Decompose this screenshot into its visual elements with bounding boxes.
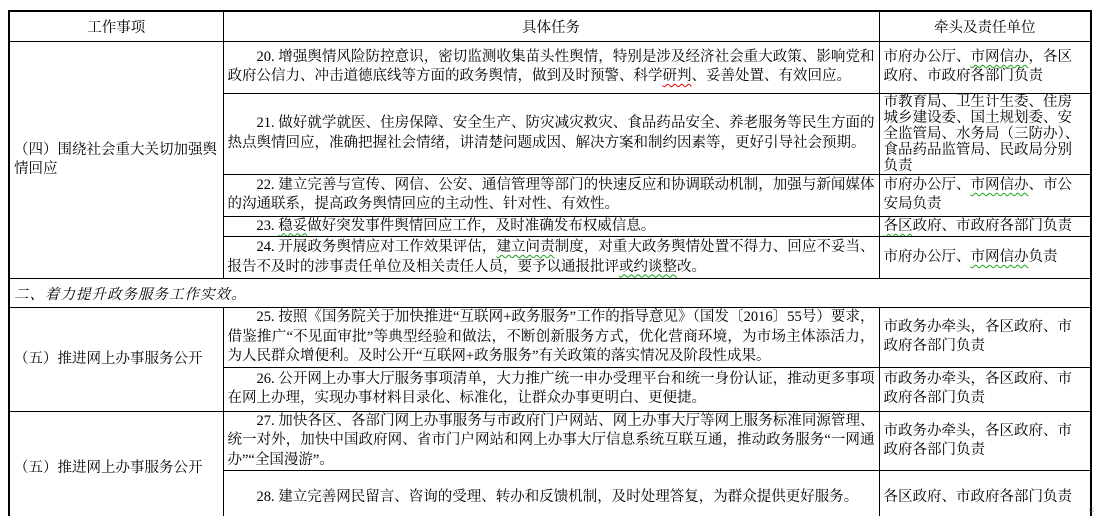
table-row [9,41,1091,93]
col-header-responsible: 牵头及责任单位 [879,11,1091,41]
group-cell-5a: （五）推进网上办事服务公开 [9,308,223,412]
task-text-20: 20. 增强舆情风险防控意识，密切监测收集苗头性舆情，特别是涉及经济社会重大政策、影响党和政府公信力、冲击道德底线等方面的政务舆情，做到及时预警、科学研判、妥善处置、有效回应。 [227,48,875,84]
resp-cell-24: 市府办公厅、市网信办负责 [879,237,1091,279]
header-row [9,11,1091,41]
resp-cell-26: 市政务办牵头，各区政府、市政府各部门负责 [879,367,1091,411]
col-header-work-item: 工作事项 [9,11,223,41]
table-row [9,308,1091,368]
group-cell-4: （四）围绕社会重大关切加强舆情回应 [9,41,223,279]
task-text-22: 22. 建立完善与宣传、网信、公安、通信管理等部门的快速反应和协调联动机制，加强与新闻媒体的沟通联系，提高政务舆情回应的主动性、针对性、有效性。 [227,176,875,212]
task-text-23: 23. 稳妥做好突发事件舆情回应工作，及时准确发布权威信息。 [256,217,656,234]
section-divider-title: 二、着力提升政务服务工作实效。 [9,279,1091,308]
col-header-task: 具体任务 [223,11,879,41]
task-text-24: 24. 开展政务舆情应对工作效果评估，建立问责制度，对重大政务舆情处置不得力、回应不妥当、报告不及时的涉事责任单位及相关责任人员，要予以通报批评或约谈整改。 [227,239,875,275]
resp-cell-23: 各区政府、市政府各部门负责 [879,216,1091,237]
group-cell-5b: （五）推进网上办事服务公开 [9,411,223,516]
task-cell-20 [223,41,879,93]
task-text-28: 28. 建立完善网民留言、咨询的受理、转办和反馈机制，及时处理答复，为群众提供更好服务。 [256,489,859,505]
task-cell-22 [223,174,879,216]
table-end-marker-icon: □ [1089,505,1094,514]
section-divider-row [9,279,1091,308]
task-text-27: 27. 加快各区、各部门网上办事服务与市政府门户网站、网上办事大厅等网上服务标准同源管理、统一对外，加快中国政府网、省市门户网站和网上办事大厅信息系统互联互通，推动政务服务“一网通办”“全国漫游”。 [227,412,875,468]
resp-cell-28: 各区政府、市政府各部门负责 [879,471,1091,516]
task-cell-28 [223,471,879,516]
task-cell-23 [223,216,879,237]
table-row [9,411,1091,471]
resp-cell-25: 市政务办牵头，各区政府、市政府各部门负责 [879,308,1091,368]
task-cell-26 [223,367,879,411]
task-cell-27 [223,411,879,471]
resp-cell-27: 市政务办牵头，各区政府、市政府各部门负责 [879,411,1091,471]
task-text-26: 26. 公开网上办事大厅服务事项清单，大力推广统一申办受理平台和统一身份认证，推动更多事项在网上办理，实现办事材料目录化、标准化，让群众办事更明白、更便捷。 [227,370,875,406]
resp-cell-21: 市教育局、卫生计生委、住房城乡建设委、国土规划委、安全监管局、水务局（三防办）、食品药品监管局、民政局分别负责 [879,93,1091,174]
resp-cell-20: 市府办公厅、市网信办，各区政府、市政府各部门负责 [879,41,1091,93]
task-text-21: 21. 做好就学就医、住房保障、安全生产、防灾减灾救灾、食品药品安全、养老服务等民生方面的热点舆情回应，准确把握社会情绪，讲清楚问题成因、解决方案和制约因素等，更好引导社会预期。 [227,115,875,151]
task-cell-21 [223,93,879,174]
task-cell-24 [223,237,879,279]
main-table [8,10,1092,516]
resp-cell-22: 市府办公厅、市网信办、市公安局负责 [879,174,1091,216]
task-cell-25 [223,308,879,368]
task-text-25: 25. 按照《国务院关于加快推进“互联网+政务服务”工作的指导意见》（国发〔2016〕55号）要求，借鉴推广“不见面审批”等典型经验和做法，不断创新服务方式，优化营商环境，为市场主体添活力，为人民群众增便利。及时公开“互联网+政务服务”有关政策的落实情况及阶段性成果。 [227,309,875,364]
